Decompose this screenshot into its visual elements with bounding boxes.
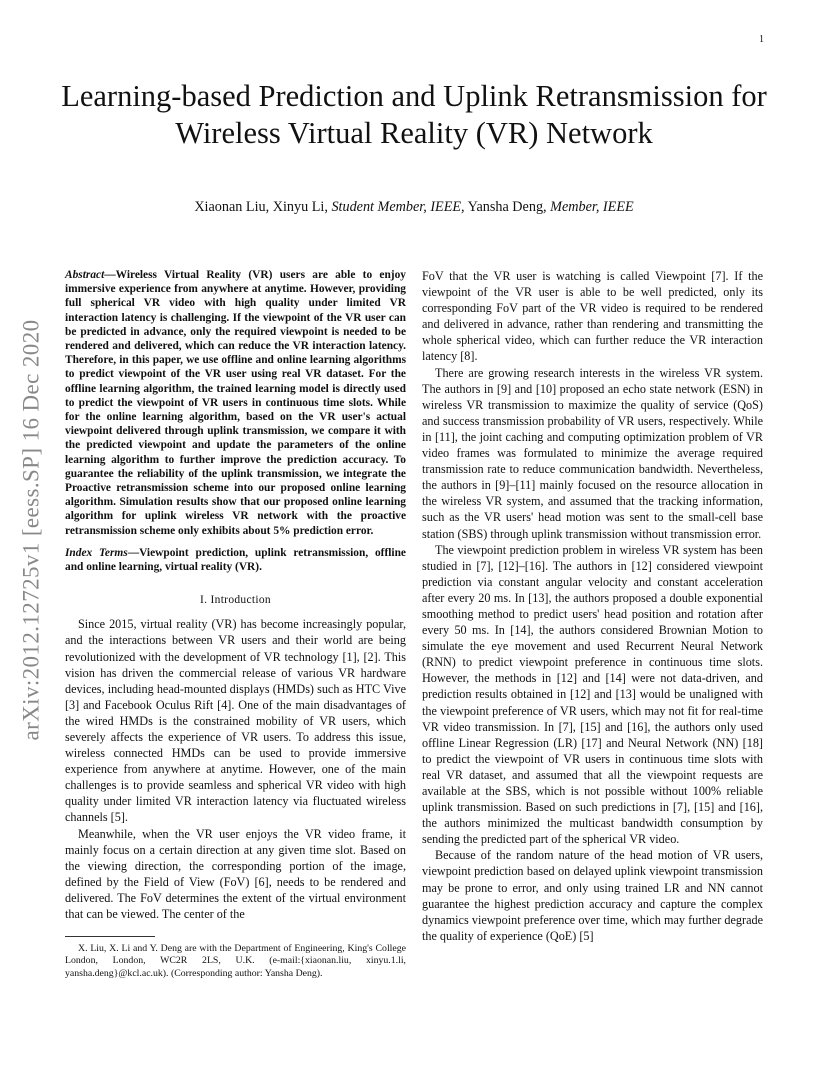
author-membership-1: Student Member, IEEE, bbox=[331, 199, 465, 215]
footnote-divider bbox=[65, 936, 155, 937]
right-column bbox=[422, 268, 763, 944]
index-terms bbox=[65, 546, 406, 574]
right-paragraph-4: Because of the random nature of the head motion of VR users, viewpoint prediction based on delayed uplink viewpoint transmission may be prone to error, and only using trained LR and NN cannot guarantee the highest prediction accuracy and capture the complex dynamics viewpoint preference over time, which may further degrade the quality of experience (QoE) [5] bbox=[422, 848, 763, 943]
arxiv-identifier-stamp bbox=[6, 280, 56, 780]
author-membership-2: Member, IEEE bbox=[550, 199, 634, 215]
abstract-text: —Wireless Virtual Reality (VR) users are able to enjoy immersive experience from anywhere at anytime. However, providing full spherical VR video with high quality under limited VR interaction latency is challenging. If the viewpoint of the VR user can be predicted in advance, only the required viewpoint is needed to be rendered and delivered, which can reduce the VR interaction latency. Therefore, in this paper, we use offline and online learning algorithms to predict viewpoint of the VR user using real VR dataset. For the offline learning algorithm, the trained learning model is directly used to predict the viewpoint of VR users in continuous time slots. While for the online learning algorithm, based on the VR user's actual viewpoint delivered through uplink transmission, we compare it with the predicted viewpoint and update the parameters of the online learning algorithm to further improve the prediction accuracy. To guarantee the reliability of the uplink transmission, we integrate the Proactive retransmission scheme into our proposed online learning algorithm. Simulation results show that our proposed online learning algorithm for uplink wireless VR network with the proactive retransmission scheme only exhibits about 5% prediction error. bbox=[65, 269, 406, 537]
affiliation-footnote: X. Liu, X. Li and Y. Deng are with the Department of Engineering, King's College London, London, WC2R 2LS, U.K. (e-mail:{xiaonan.liu, xinyu.1.li, yansha.deng}@kcl.ac.uk). (Corresponding author: Yansha Deng). bbox=[65, 943, 406, 979]
author-names-2: Yansha Deng, bbox=[464, 199, 551, 215]
right-paragraph-2: There are growing research interests in the wireless VR system. The authors in [9] and [10] proposed an echo state network (ESN) in wireless VR transmission to maximize the quality of service (QoS) and success transmission probability of VR users, respectively. While in [11], the joint caching and computing optimization problem of VR video frames was formulated to minimize the average required transmission rate to reduce communication bandwidth. Nevertheless, the authors in [9]–[11] mainly focused on the resource allocation in the wireless VR system, and assumed that the tracking information, such as the VR users' head motion was sent to the small-cell base station (SBS) through uplink transmission without transmission error. bbox=[422, 365, 763, 541]
right-paragraph-3: The viewpoint prediction problem in wireless VR system has been studied in [7], [12]–[16]. The authors in [12] considered viewpoint prediction via constant angular velocity and constant acceleration after every 20 ms. In [13], the authors proposed a double exponential smoothing method to predict users' head position and rotation after every 50 ms. In [14], the authors considered Brownian Motion to simulate the eye movement and used Recurrent Neural Network (RNN) to predict viewpoint preference in continuous time slots. However, the methods in [12] and [14] were not data-driven, and prediction results obtained in [12] and [13] would be unaligned with the viewpoint preference of VR users, which may not fit for real-time VR video transmission. In [7], [15] and [16], the authors only used offline Linear Regression (LR) [17] and Neural Network (NN) [18] to predict the viewpoint of VR users in continuous time slots with real VR dataset, and assumed that all the viewpoint requests are available at the SBS, which is not possible without 100% reliable uplink transmission. Based on such predictions in [7], [15] and [16], the authors minimized the multicast bandwidth consumption by sending the predicted part of the spherical VR video. bbox=[422, 542, 763, 847]
author-line bbox=[60, 199, 768, 216]
arxiv-identifier-text: arXiv:2012.12725v1 [eess.SP] 16 Dec 2020 bbox=[18, 319, 44, 741]
abstract-label: Abstract bbox=[65, 269, 105, 281]
page-number: 1 bbox=[759, 34, 764, 45]
index-terms-text: —Viewpoint prediction, uplink retransmission, offline and online learning, virtual reality (VR). bbox=[65, 546, 406, 574]
index-terms-label: Index Terms bbox=[65, 546, 128, 559]
author-names-1: Xiaonan Liu, Xinyu Li, bbox=[194, 199, 332, 215]
section-heading-introduction: I. Introduction bbox=[200, 594, 271, 607]
abstract bbox=[65, 268, 406, 538]
left-paragraph-1: Since 2015, virtual reality (VR) has become increasingly popular, and the interactions between VR users and their world are being revolutionized with the development of VR technology [1], [2]. This vision has driven the commercial release of various VR hardware devices, including head-mounted displays (HMDs) such as HTC Vive [3] and Facebook Oculus Rift [4]. One of the main disadvantages of the wired HMDs is the constrained mobility of VR users, which severely affects the experience of VR users. To address this issue, wireless connected HMDs can be used to provide immersive experience from anywhere at anytime. However, one of the main challenges is to provide seamless and spherical VR video with high quality under limited VR interaction latency via fluctuated wireless channels [5]. bbox=[65, 617, 406, 825]
left-paragraph-2: Meanwhile, when the VR user enjoys the VR video frame, it mainly focus on a certain direction at any given time slot. Based on the viewing direction, the corresponding portion of the image, defined by the Field of View (FoV) [6], needs to be rendered and delivered. The FoV determines the extent of the virtual environment that can be viewed. The center of the bbox=[65, 826, 406, 922]
left-column bbox=[65, 268, 406, 980]
paper-title: Learning-based Prediction and Uplink Retransmission for Wireless Virtual Reality (VR) Network bbox=[61, 79, 767, 150]
right-paragraph-1: FoV that the VR user is watching is called Viewpoint [7]. If the viewpoint of the VR user is able to be well predicted, only its corresponding FoV part of the VR video is required to be rendered and delivered in advance, rather than rendering and transmitting the whole spherical video, which can further reduce the VR interaction latency [8]. bbox=[422, 269, 763, 364]
